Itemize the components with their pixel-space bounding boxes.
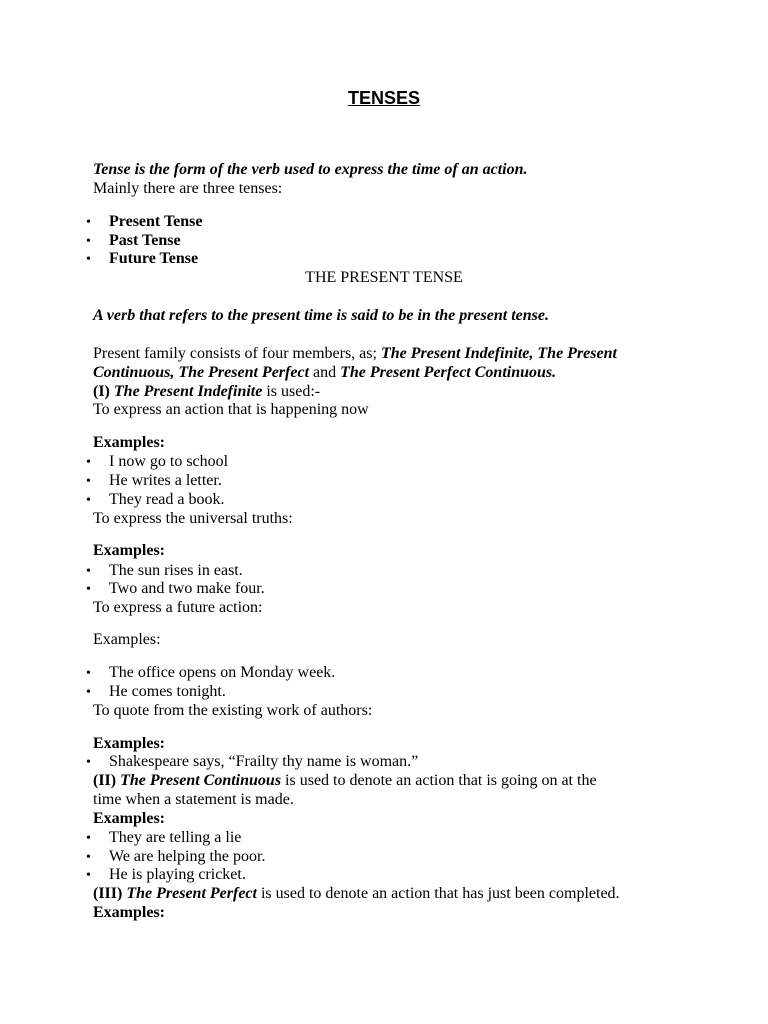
bullet-icon: • <box>86 868 91 883</box>
list-item: Future Tense <box>109 250 199 267</box>
tense-name: The Present Continuous <box>120 772 282 789</box>
indefinite-heading <box>93 382 320 401</box>
family-line-1 <box>93 344 617 363</box>
section-number: (II) <box>93 772 121 789</box>
examples-label: Examples: <box>93 904 165 921</box>
family-text: Present family consists of four members, as; <box>93 345 381 362</box>
bullet-icon: • <box>86 582 91 597</box>
bullet-icon: • <box>86 474 91 489</box>
tense-usage: is used:- <box>262 383 321 400</box>
tense-usage: is used to denote an action that has just been completed. <box>256 885 620 902</box>
example-item: They read a book. <box>109 491 225 508</box>
section-heading: THE PRESENT TENSE <box>305 269 463 286</box>
family-text: and <box>309 364 341 381</box>
examples-label: Examples: <box>93 735 165 752</box>
tense-usage: is used to denote an action that is going on at the <box>281 772 597 789</box>
usage-line: To quote from the existing work of authors: <box>93 702 373 719</box>
list-item: Past Tense <box>109 232 181 249</box>
intro-text: Mainly there are three tenses: <box>93 180 283 197</box>
examples-label: Examples: <box>93 631 161 648</box>
example-item: Shakespeare says, “Frailty thy name is woman.” <box>109 753 419 770</box>
bullet-icon: • <box>86 493 91 508</box>
example-item: He comes tonight. <box>109 683 226 700</box>
bullet-icon: • <box>86 564 91 579</box>
bullet-icon: • <box>86 215 91 230</box>
example-item: I now go to school <box>109 453 229 470</box>
tense-name: The Present Indefinite <box>113 383 263 400</box>
tense-name: The Present Perfect <box>126 885 257 902</box>
examples-label: Examples: <box>93 810 165 827</box>
examples-label: Examples: <box>93 542 165 559</box>
bullet-icon: • <box>86 850 91 865</box>
bullet-icon: • <box>86 666 91 681</box>
list-item: Present Tense <box>109 213 203 230</box>
bullet-icon: • <box>86 831 91 846</box>
family-members: Continuous, The Present Perfect <box>93 364 310 381</box>
bullet-icon: • <box>86 685 91 700</box>
usage-line: time when a statement is made. <box>93 791 294 808</box>
example-item: The sun rises in east. <box>109 562 243 579</box>
family-line-2 <box>93 363 556 382</box>
page-title: TENSES <box>347 88 421 108</box>
section-number: (III) <box>93 885 127 902</box>
bullet-icon: • <box>86 234 91 249</box>
bullet-icon: • <box>86 252 91 267</box>
example-item: The office opens on Monday week. <box>109 664 336 681</box>
bullet-icon: • <box>86 755 91 770</box>
section-number: (I) <box>93 383 114 400</box>
examples-label: Examples: <box>93 434 165 451</box>
example-item: They are telling a lie <box>109 829 242 846</box>
family-members: The Present Perfect Continuous. <box>340 364 557 381</box>
example-item: We are helping the poor. <box>109 848 266 865</box>
usage-line: To express an action that is happening now <box>93 401 369 418</box>
present-definition: A verb that refers to the present time is said to be in the present tense. <box>93 307 549 324</box>
tense-definition: Tense is the form of the verb used to express the time of an action. <box>93 161 528 178</box>
usage-line: To express the universal truths: <box>93 510 293 527</box>
perfect-heading <box>93 884 620 903</box>
usage-line: To express a future action: <box>93 599 263 616</box>
example-item: Two and two make four. <box>109 580 265 597</box>
example-item: He is playing cricket. <box>109 866 246 883</box>
family-members: The Present Indefinite, The Present <box>380 345 617 362</box>
bullet-icon: • <box>86 455 91 470</box>
example-item: He writes a letter. <box>109 472 222 489</box>
continuous-heading <box>93 771 597 790</box>
